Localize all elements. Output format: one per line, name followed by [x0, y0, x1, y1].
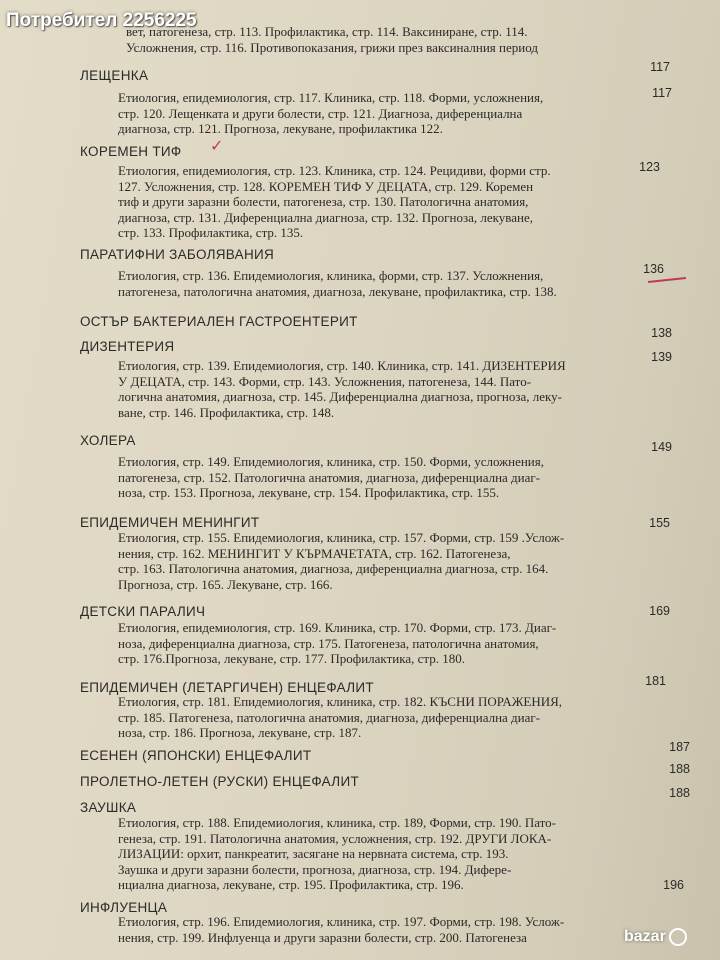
description-line: патогенеза, стр. 152. Патологична анатомия, диагноза, диференциална диаг-	[118, 469, 541, 485]
continuation-line: Усложнения, стр. 116. Противопоказания, грижи през ваксиналния период	[126, 39, 538, 55]
section-title: ПРОЛЕТНО-ЛЕТЕН (РУСКИ) ЕНЦЕФАЛИТ	[80, 774, 359, 789]
page-number: 117	[652, 86, 672, 100]
section-title: КОРЕМЕН ТИФ	[80, 144, 182, 159]
description-line: У ДЕЦАТА, стр. 143. Форми, стр. 143. Усложнения, патогенеза, 144. Пато-	[118, 373, 532, 389]
description-line: стр. 185. Патогенеза, патологична анатомия, диагноза, диференциална диаг-	[118, 709, 541, 725]
bazar-logo	[624, 928, 710, 952]
section-title: ЕСЕНЕН (ЯПОНСКИ) ЕНЦЕФАЛИТ	[80, 748, 312, 763]
section-description	[118, 90, 633, 137]
description-line: Етиология, стр. 155. Епидемиология, клиника, стр. 157. Форми, стр. 159 .Услож-	[118, 530, 565, 545]
section-description	[118, 815, 633, 893]
description-line: 127. Усложнения, стр. 128. КОРЕМЕН ТИФ У ДЕЦАТА, стр. 129. Коремен	[118, 178, 534, 194]
description-line: Етиология, стр. 136. Епидемиология, клиника, форми, стр. 137. Усложнения,	[118, 268, 544, 283]
section-description	[118, 268, 633, 299]
description-line: ноза, стр. 186. Прогноза, лекуване, стр. 187.	[118, 725, 362, 740]
description-line: логична анатомия, диагноза, стр. 145. Диференциална диагноза, прогноза, леку-	[118, 389, 562, 404]
section-title: ИНФЛУЕНЦА	[80, 900, 168, 915]
description-line: Етиология, епидемиология, стр. 117. Клиника, стр. 118. Форми, усложнения,	[118, 90, 544, 105]
logo-ring-icon	[669, 928, 687, 946]
continuation-line: вет, патогенеза, стр. 113. Профилактика, стр. 114. Ваксиниране, стр. 114.	[126, 24, 528, 39]
description-line: Етиология, епидемиология, стр. 169. Клиника, стр. 170. Форми, стр. 173. Диаг-	[118, 620, 557, 635]
description-line: диагноза, стр. 131. Диференциална диагноза, стр. 132. Прогноза, лекуване,	[118, 209, 533, 225]
page-number: 155	[649, 516, 670, 530]
section-title: ДЕТСКИ ПАРАЛИЧ	[80, 604, 206, 619]
page-number: 123	[639, 160, 660, 174]
description-line: ноза, стр. 153. Прогноза, лекуване, стр. 154. Профилактика, стр. 155.	[118, 485, 500, 500]
description-line: нциална диагноза, лекуване, стр. 195. Профилактика, стр. 196.	[118, 877, 464, 892]
description-line: стр. 176.Прогноза, лекуване, стр. 177. Профилактика, стр. 180.	[118, 651, 465, 666]
pen-underline	[648, 277, 686, 283]
section-title: ЕПИДЕМИЧЕН МЕНИНГИТ	[80, 515, 260, 530]
description-line: патогенеза, патологична анатомия, диагноза, лекуване, профилактика, стр. 138.	[118, 283, 557, 299]
description-line: стр. 120. Лещенката и други болести, стр. 121. Диагноза, диференциална	[118, 105, 523, 121]
seller-watermark: Потребител 2256225	[6, 10, 197, 31]
pen-checkmark: ✓	[210, 138, 224, 155]
section-description	[118, 358, 633, 420]
page-number: 139	[651, 350, 672, 364]
section-description	[118, 620, 633, 667]
description-line: Заушка и други заразни болести, прогноза, диагноза, стр. 194. Дифере-	[118, 861, 512, 877]
page-number: 169	[649, 604, 670, 618]
description-line: ноза, диференциална диагноза, стр. 175. Патогенеза, патологична анатомия,	[118, 635, 539, 651]
page-number: 117	[650, 60, 670, 74]
section-description	[118, 163, 633, 241]
section-description	[118, 454, 633, 501]
description-line: нения, стр. 162. МЕНИНГИТ У КЪРМАЧЕТАТА, стр. 162. Патогенеза,	[118, 545, 511, 561]
description-line: ЛИЗАЦИИ: орхит, панкреатит, засягане на нервната система, стр. 193.	[118, 846, 509, 861]
section-title: ЕПИДЕМИЧЕН (ЛЕТАРГИЧЕН) ЕНЦЕФАЛИТ	[80, 680, 374, 695]
description-line: стр. 133. Профилактика, стр. 135.	[118, 225, 304, 240]
description-line: Етиология, стр. 139. Епидемиология, стр. 140. Клиника, стр. 141. ДИЗЕНТЕРИЯ	[118, 358, 566, 373]
description-line: ване, стр. 146. Профилактика, стр. 148.	[118, 404, 335, 420]
description-line: диагноза, стр. 121. Прогноза, лекуване, профилактика 122.	[118, 121, 443, 136]
page-number: 188	[669, 786, 690, 800]
description-line: Етиология, стр. 188. Епидемиология, клиника, стр. 189, Форми, стр. 190. Пато-	[118, 815, 556, 830]
page-number: 136	[643, 262, 664, 276]
page-number: 187	[669, 740, 690, 754]
section-title: ОСТЪР БАКТЕРИАЛЕН ГАСТРОЕНТЕРИТ	[80, 314, 358, 329]
section-description	[118, 530, 633, 592]
description-line: стр. 163. Патологична анатомия, диагноза, диференциална диагноза, стр. 164.	[118, 561, 549, 576]
top-continuation	[126, 24, 641, 55]
section-description	[118, 914, 633, 945]
description-line: Етиология, епидемиология, стр. 123. Клиника, стр. 124. Рецидиви, форми стр.	[118, 163, 551, 178]
description-line: Етиология, стр. 149. Епидемиология, клиника, стр. 150. Форми, усложнения,	[118, 454, 544, 469]
section-title: ЗАУШКА	[80, 800, 137, 815]
section-title: ЛЕЩЕНКА	[80, 68, 149, 83]
logo-text: bazar	[624, 928, 666, 946]
page-number: 181	[645, 674, 666, 688]
description-line: Етиология, стр. 196. Епидемиология, клиника, стр. 197. Форми, стр. 198. Услож-	[118, 914, 565, 929]
section-title: ХОЛЕРА	[80, 433, 136, 448]
description-line: Прогноза, стр. 165. Лекуване, стр. 166.	[118, 576, 333, 592]
page-number: 138	[651, 326, 672, 340]
description-line: генеза, стр. 191. Патологична анатомия, усложнения, стр. 192. ДРУГИ ЛОКА-	[118, 830, 552, 846]
description-line: нения, стр. 199. Инфлуенца и други заразни болести, стр. 200. Патогенеза	[118, 929, 527, 945]
section-description	[118, 694, 633, 741]
description-line: Етиология, стр. 181. Епидемиология, клиника, стр. 182. КЪСНИ ПОРАЖЕНИЯ,	[118, 694, 563, 709]
page-number: 149	[651, 440, 672, 454]
section-title: ПАРАТИФНИ ЗАБОЛЯВАНИЯ	[80, 247, 275, 262]
description-line: тиф и други заразни болести, патогенеза, стр. 130. Патологична анатомия,	[118, 194, 529, 209]
page-number: 196	[663, 878, 684, 892]
section-title: ДИЗЕНТЕРИЯ	[80, 339, 175, 354]
page-number: 188	[669, 762, 690, 776]
